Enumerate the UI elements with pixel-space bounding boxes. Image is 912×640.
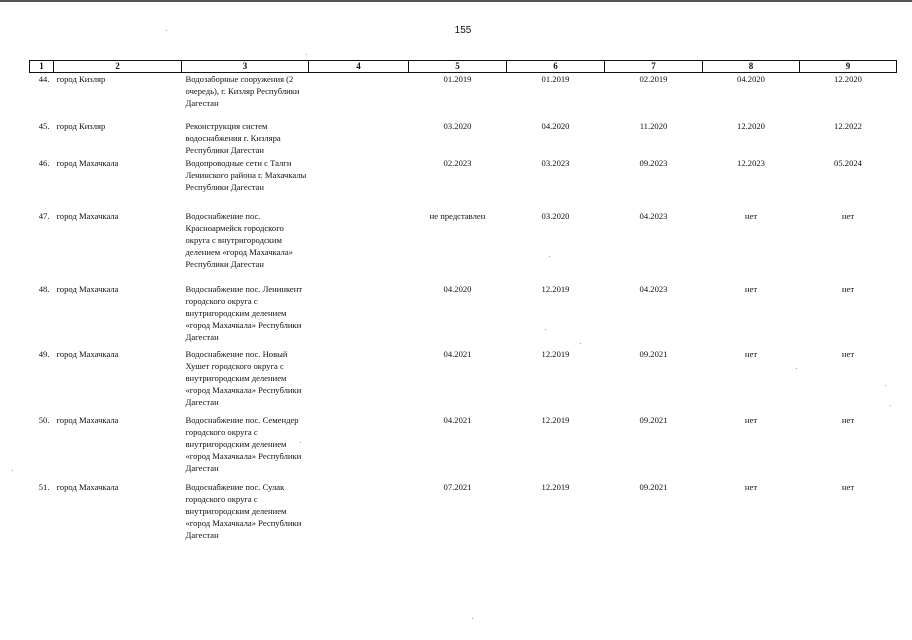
column-4-cell [309,120,409,157]
column-5-cell: 01.2019 [443,74,472,84]
column-5-cell: 04.2021 [443,415,472,425]
column-5-cell: 03.2020 [443,121,472,131]
row-number: 47. [38,211,50,221]
column-4-cell [309,283,409,348]
column-9-cell: 12.2020 [834,74,862,84]
column-4-cell [309,73,409,121]
column-header-6: 6 [507,61,605,73]
municipality-cell: город Махачкала [56,482,119,492]
column-7-cell: 11.2020 [639,121,668,131]
column-header-3: 3 [182,61,309,73]
column-7-cell: 02.2019 [639,74,668,84]
column-5-cell: 04.2020 [443,284,472,294]
page-number: 155 [454,25,472,36]
row-number: 50. [38,415,50,425]
table-row [30,157,897,210]
table-body [30,73,897,542]
table-container [29,60,897,541]
column-5-cell: 07.2021 [443,482,472,492]
row-number: 45. [38,121,50,131]
municipality-cell: город Махачкала [56,211,119,221]
column-header-5: 5 [409,61,507,73]
object-name-cell: Водоснабжение пос. Сулак городского округа с внутригородским делением «город Махачкала» Республики Дагестан [185,482,302,540]
column-6-cell: 01.2019 [541,74,570,84]
column-8-cell: 12.2020 [737,121,765,131]
column-7-cell: 09.2021 [639,415,668,425]
column-6-cell: 04.2020 [541,121,570,131]
scan-speck [890,405,891,406]
column-header-1: 1 [30,61,54,73]
column-8-cell: 12.2023 [737,158,765,168]
table-row [30,73,897,121]
column-6-cell: 12.2019 [541,482,570,492]
scan-speck [472,618,473,619]
column-6-cell: 03.2020 [541,211,570,221]
object-name-cell: Водоснабжение пос. Ленинкент городского округа с внутригородским делением «город Махачкала» Республики Дагестан [185,284,303,342]
column-header-4: 4 [309,61,409,73]
scan-speck [549,256,550,257]
column-9-cell: нет [841,415,855,425]
header-row [30,61,897,73]
table-row [30,348,897,414]
data-table [29,60,897,541]
column-8-cell: нет [744,349,758,359]
row-number: 49. [38,349,50,359]
column-8-cell: 04.2020 [737,74,765,84]
municipality-cell: город Махачкала [56,349,119,359]
column-4-cell [309,157,409,210]
row-number: 51. [38,482,50,492]
table-header [30,61,897,73]
municipality-cell: город Кизляр [56,74,106,84]
row-number: 48. [38,284,50,294]
row-number: 44. [38,74,50,84]
column-5-cell: 02.2023 [443,158,472,168]
municipality-cell: город Махачкала [56,415,119,425]
object-name-cell: Водоснабжение пос. Красноармейск городского округа с внутригородским делением «город Махачкала» Республики Дагестан [185,211,293,269]
row-number: 46. [38,158,50,168]
column-7-cell: 04.2023 [639,284,668,294]
column-8-cell: нет [744,211,758,221]
scan-speck [545,329,546,330]
table-row [30,120,897,157]
object-name-cell: Реконструкция систем водоснабжения г. Кизляра Республики Дагестан [185,121,281,155]
scan-speck [300,442,301,443]
object-name-cell: Водопроводные сети с Талги Ленинского района г. Махачкалы Республики Дагестан [185,158,307,192]
table-row [30,283,897,348]
column-9-cell: нет [841,482,855,492]
column-6-cell: 03.2023 [541,158,570,168]
scan-speck [580,343,581,344]
column-header-9: 9 [800,61,897,73]
scan-speck [885,385,886,386]
column-7-cell: 09.2021 [639,482,668,492]
object-name-cell: Водоснабжение пос. Новый Хушет городского округа с внутригородским делением «город Махачкала» Республики Дагестан [185,349,302,407]
column-6-cell: 12.2019 [541,415,570,425]
column-9-cell: нет [841,349,855,359]
table-row [30,414,897,481]
column-4-cell [309,481,409,541]
column-9-cell: нет [841,284,855,294]
table-row [30,210,897,283]
column-8-cell: нет [744,482,758,492]
municipality-cell: город Махачкала [56,284,119,294]
scan-speck [12,470,13,471]
table-row [30,481,897,541]
municipality-cell: город Кизляр [56,121,106,131]
column-header-2: 2 [54,61,182,73]
column-6-cell: 12.2019 [541,284,570,294]
column-9-cell: 12.2022 [834,121,862,131]
scan-speck [796,368,797,369]
column-4-cell [309,210,409,283]
scan-speck [166,30,167,31]
column-7-cell: 04.2023 [639,211,668,221]
column-4-cell [309,414,409,481]
object-name-cell: Водозаборные сооружения (2 очередь), г. Кизляр Республики Дагестан [185,74,300,108]
scan-edge [0,0,912,2]
object-name-cell: Водоснабжение пос. Семендер городского округа с внутригородским делением «город Махачкала» Республики Дагестан [185,415,302,473]
column-6-cell: 12.2019 [541,349,570,359]
column-9-cell: нет [841,211,855,221]
column-header-8: 8 [703,61,800,73]
column-9-cell: 05.2024 [834,158,862,168]
column-8-cell: нет [744,284,758,294]
column-4-cell [309,348,409,414]
municipality-cell: город Махачкала [56,158,119,168]
column-7-cell: 09.2023 [639,158,668,168]
column-5-cell: 04.2021 [443,349,472,359]
scan-speck [306,54,307,55]
column-5-cell: не представлен [429,211,486,221]
column-7-cell: 09.2021 [639,349,668,359]
column-header-7: 7 [605,61,703,73]
column-8-cell: нет [744,415,758,425]
